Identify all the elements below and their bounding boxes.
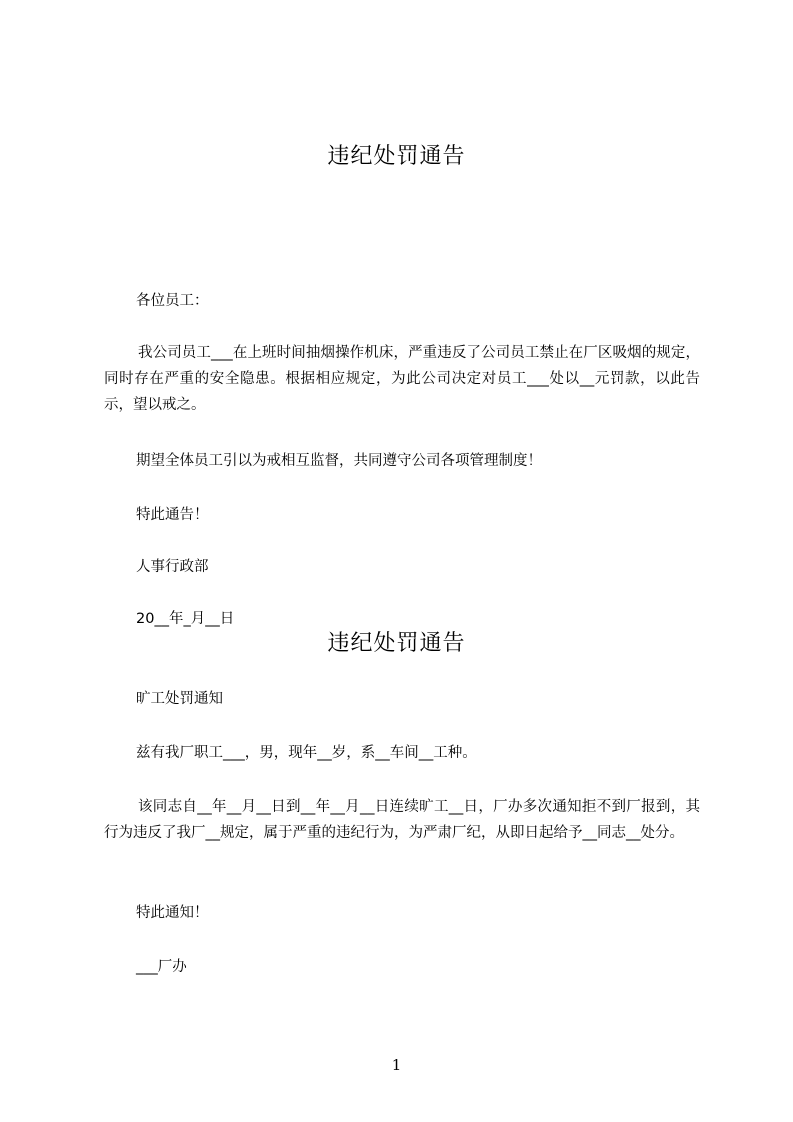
notice-body-paragraph: 我公司员工___在上班时间抽烟操作机床，严重违反了公司员工禁止在厂区吸烟的规定，同时存在严重的安全隐患。根据相应规定，为此公司决定对员工___处以__元罚款，以此告示，望以戒之。: [104, 345, 700, 413]
absence-closing-text: 特此通知！: [136, 905, 209, 921]
greeting: 各位员工：: [136, 293, 209, 309]
absence-intro: 兹有我厂职工___，男，现年__岁，系__车间__工种。: [136, 745, 477, 761]
absence-notice-subtitle: 旷工处罚通知: [136, 691, 223, 707]
hope-paragraph: 期望全体员工引以为戒相互监督，共同遵守公司各项管理制度！: [136, 453, 542, 469]
second-notice-title: 违纪处罚通告: [327, 631, 466, 656]
factory-office-signature: ___厂办: [136, 959, 187, 975]
notice-date: 20__年_月__日: [136, 611, 235, 627]
page-number: 1: [391, 1056, 402, 1074]
notice-title: 违纪处罚通告: [327, 144, 466, 169]
absence-body-paragraph: 该同志自__年__月__日到__年__月__日连续旷工__日，厂办多次通知拒不到厂报到，其行为违反了我厂__规定，属于严重的违纪行为，为严肃厂纪，从即日起给予__同志__处分。: [104, 799, 700, 841]
closing-text: 特此通告！: [136, 507, 209, 523]
department-signature: 人事行政部: [136, 559, 209, 575]
